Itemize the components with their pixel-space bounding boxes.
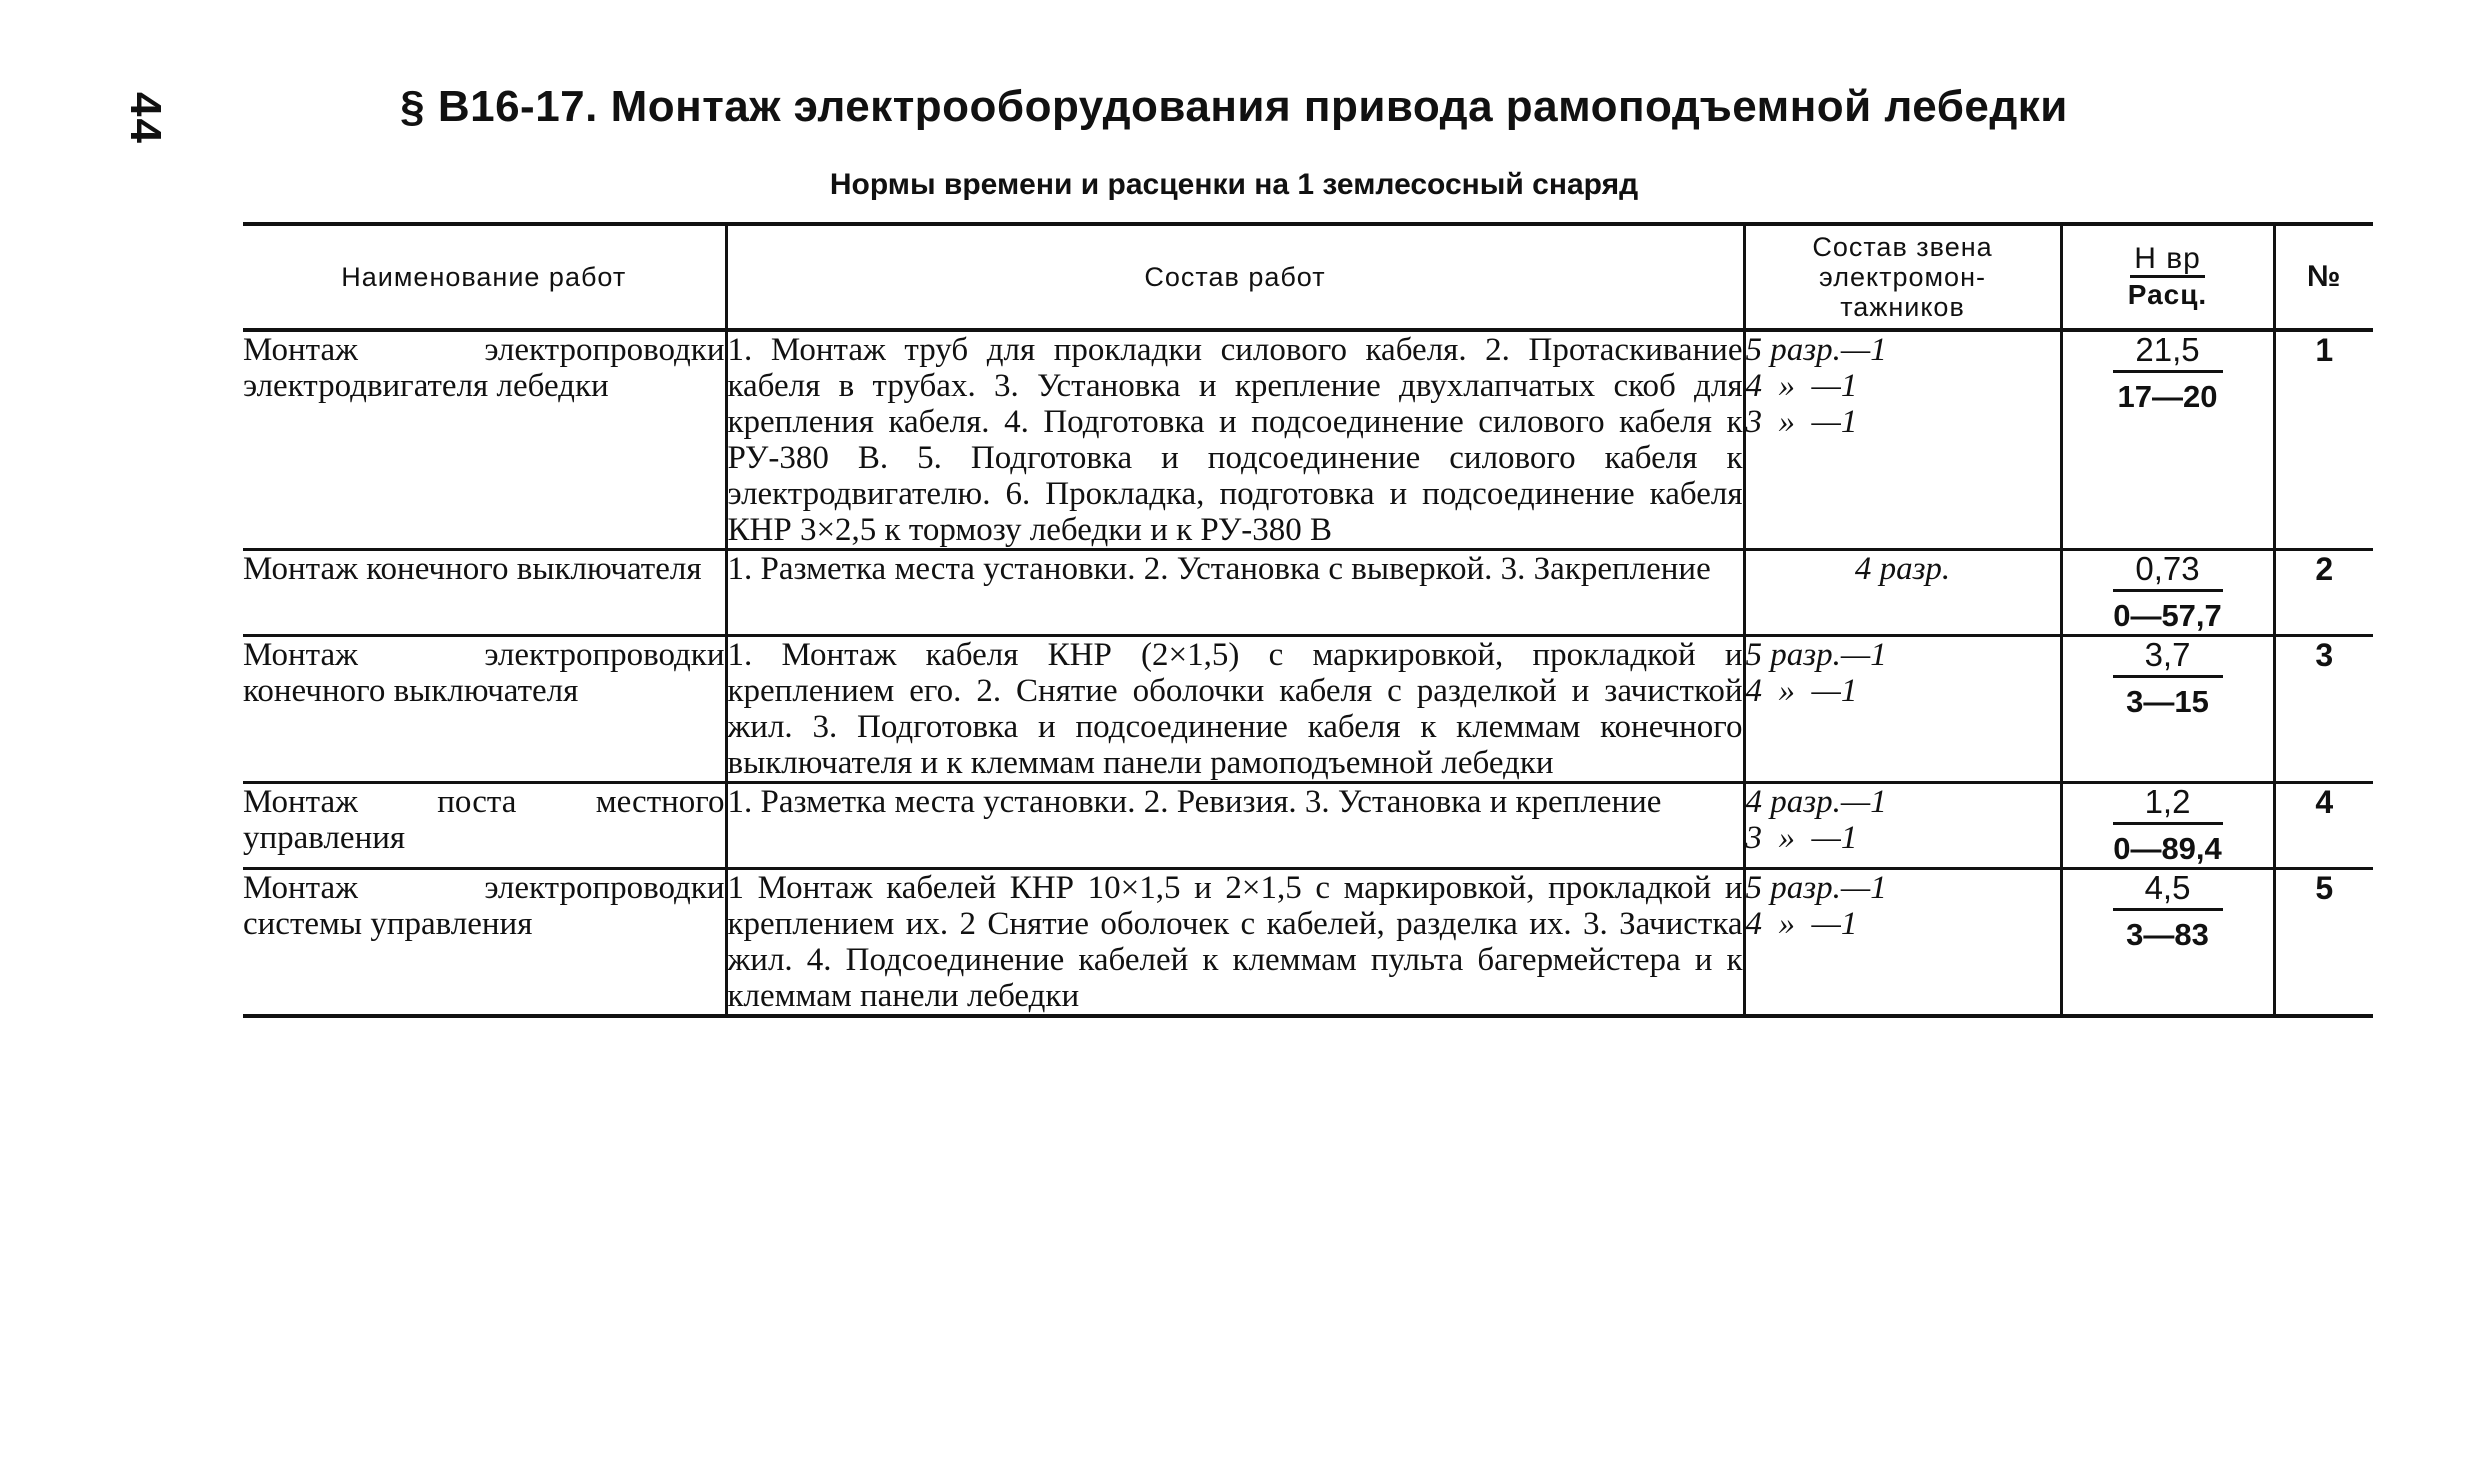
crew-line: 3 » —1: [1745, 404, 1858, 440]
work-composition: 1. Разметка места установки. 2. Ревизия. 3. Установка и крепление: [726, 783, 1744, 869]
work-name: Монтаж конечного выключателя: [243, 551, 702, 587]
header-rate: Расц.: [2127, 278, 2208, 310]
crew-line: 4 разр.: [1854, 551, 1951, 587]
header-composition: Состав работ: [726, 224, 1744, 330]
norm-cell: [2061, 636, 2274, 783]
norm-cell: [2061, 869, 2274, 1017]
crew-line: 5 разр.—1: [1745, 332, 1887, 368]
work-composition: 1. Монтаж труб для прокладки силового кабеля. 2. Протаскивание кабеля в трубах. 3. Установка и крепление двухлапчатых скоб для крепления кабеля. 4. Подготовка и подсоединение силового кабеля к РУ-380 В. 5. Подготовка и подсоединение силового кабеля к электродвигателю. 6. Прокладка, подготовка и подсоединение кабеля КНР 3×2,5 к тормозу лебедки и к РУ-380 В: [727, 332, 1743, 548]
table-row: [243, 783, 2373, 869]
header-number: [2274, 224, 2373, 330]
crew-line: 4 » —1: [1745, 906, 1858, 942]
norm-cell: [2061, 330, 2274, 550]
crew-line: 5 разр.—1: [1745, 637, 1887, 673]
row-number: 3: [2274, 636, 2373, 783]
rate: 17—20: [2117, 379, 2218, 414]
crew-composition: [1744, 330, 2061, 550]
table-subtitle: Нормы времени и расценки на 1 землесосный снаряд: [829, 168, 1639, 201]
row-number: 5: [2274, 869, 2373, 1017]
work-name: Монтаж электропроводки электродвигателя лебедки: [243, 332, 725, 404]
norm-cell: [2061, 550, 2274, 636]
norm-cell: [2061, 783, 2274, 869]
crew-composition: [1744, 869, 2061, 1017]
table-header-row: [243, 224, 2373, 330]
norm-time: 21,5: [2113, 332, 2223, 373]
rate: 3—83: [2126, 917, 2209, 952]
norm-time: 1,2: [2113, 784, 2223, 825]
crew-line: 4 » —1: [1745, 673, 1858, 709]
crew-composition: [1744, 636, 2061, 783]
header-crew: [1744, 224, 2061, 330]
header-name: Наименование работ: [341, 262, 627, 292]
crew-line: 3 » —1: [1745, 820, 1858, 856]
header-number-label: №: [2307, 260, 2342, 293]
crew-composition: [1744, 550, 2061, 636]
table-row: [243, 550, 2373, 636]
work-composition: 1. Монтаж кабеля КНР (2×1,5) с маркировкой, прокладкой и креплением его. 2. Снятие оболочки кабеля с разделкой и зачисткой жил. 3. Подготовка и подсоединение кабеля к клеммам конечного выключателя и к клеммам панели рамоподъемной лебедки: [727, 637, 1743, 781]
header-norm: [2061, 224, 2274, 330]
crew-line: 4 » —1: [1745, 368, 1858, 404]
work-composition: 1 Монтаж кабелей КНР 10×1,5 и 2×1,5 с маркировкой, прокладкой и креплением их. 2 Снятие оболочек с кабелей, разделка их. 3. Зачистка жил. 4. Подсоединение кабелей к клеммам пульта багермейстера и к клеммам панели лебедки: [727, 870, 1743, 1014]
row-number: 4: [2274, 783, 2373, 869]
rate: 0—89,4: [2113, 831, 2222, 866]
rate: 3—15: [2126, 684, 2209, 719]
row-number: 2: [2274, 550, 2373, 636]
norm-time: 3,7: [2113, 637, 2223, 678]
work-name: Монтаж поста местного управления: [243, 784, 725, 856]
section-title: § В16-17. Монтаж электрооборудования привода рамоподъемной лебедки: [400, 82, 2068, 131]
header-norm-time: Н вр: [2130, 243, 2205, 278]
norm-time: 4,5: [2113, 870, 2223, 911]
norm-time: 0,73: [2113, 551, 2223, 592]
crew-line: 5 разр.—1: [1745, 870, 1887, 906]
crew-line: 4 разр.—1: [1745, 784, 1887, 820]
norms-table: [243, 222, 2373, 1018]
work-composition: 1. Разметка места установки. 2. Установка с выверкой. 3. Закрепление: [726, 550, 1744, 636]
table-row: [243, 869, 2373, 1017]
rate: 0—57,7: [2113, 598, 2222, 633]
work-name: Монтаж электропроводки конечного выключателя: [243, 637, 725, 709]
crew-composition: [1744, 783, 2061, 869]
table-row: [243, 636, 2373, 783]
work-name: Монтаж электропроводки системы управления: [243, 870, 725, 942]
page-number: 44: [121, 92, 170, 145]
row-number: 1: [2274, 330, 2373, 550]
header-crew-label: Состав звена электромон-тажников: [1812, 232, 1993, 322]
table-row: [243, 330, 2373, 550]
